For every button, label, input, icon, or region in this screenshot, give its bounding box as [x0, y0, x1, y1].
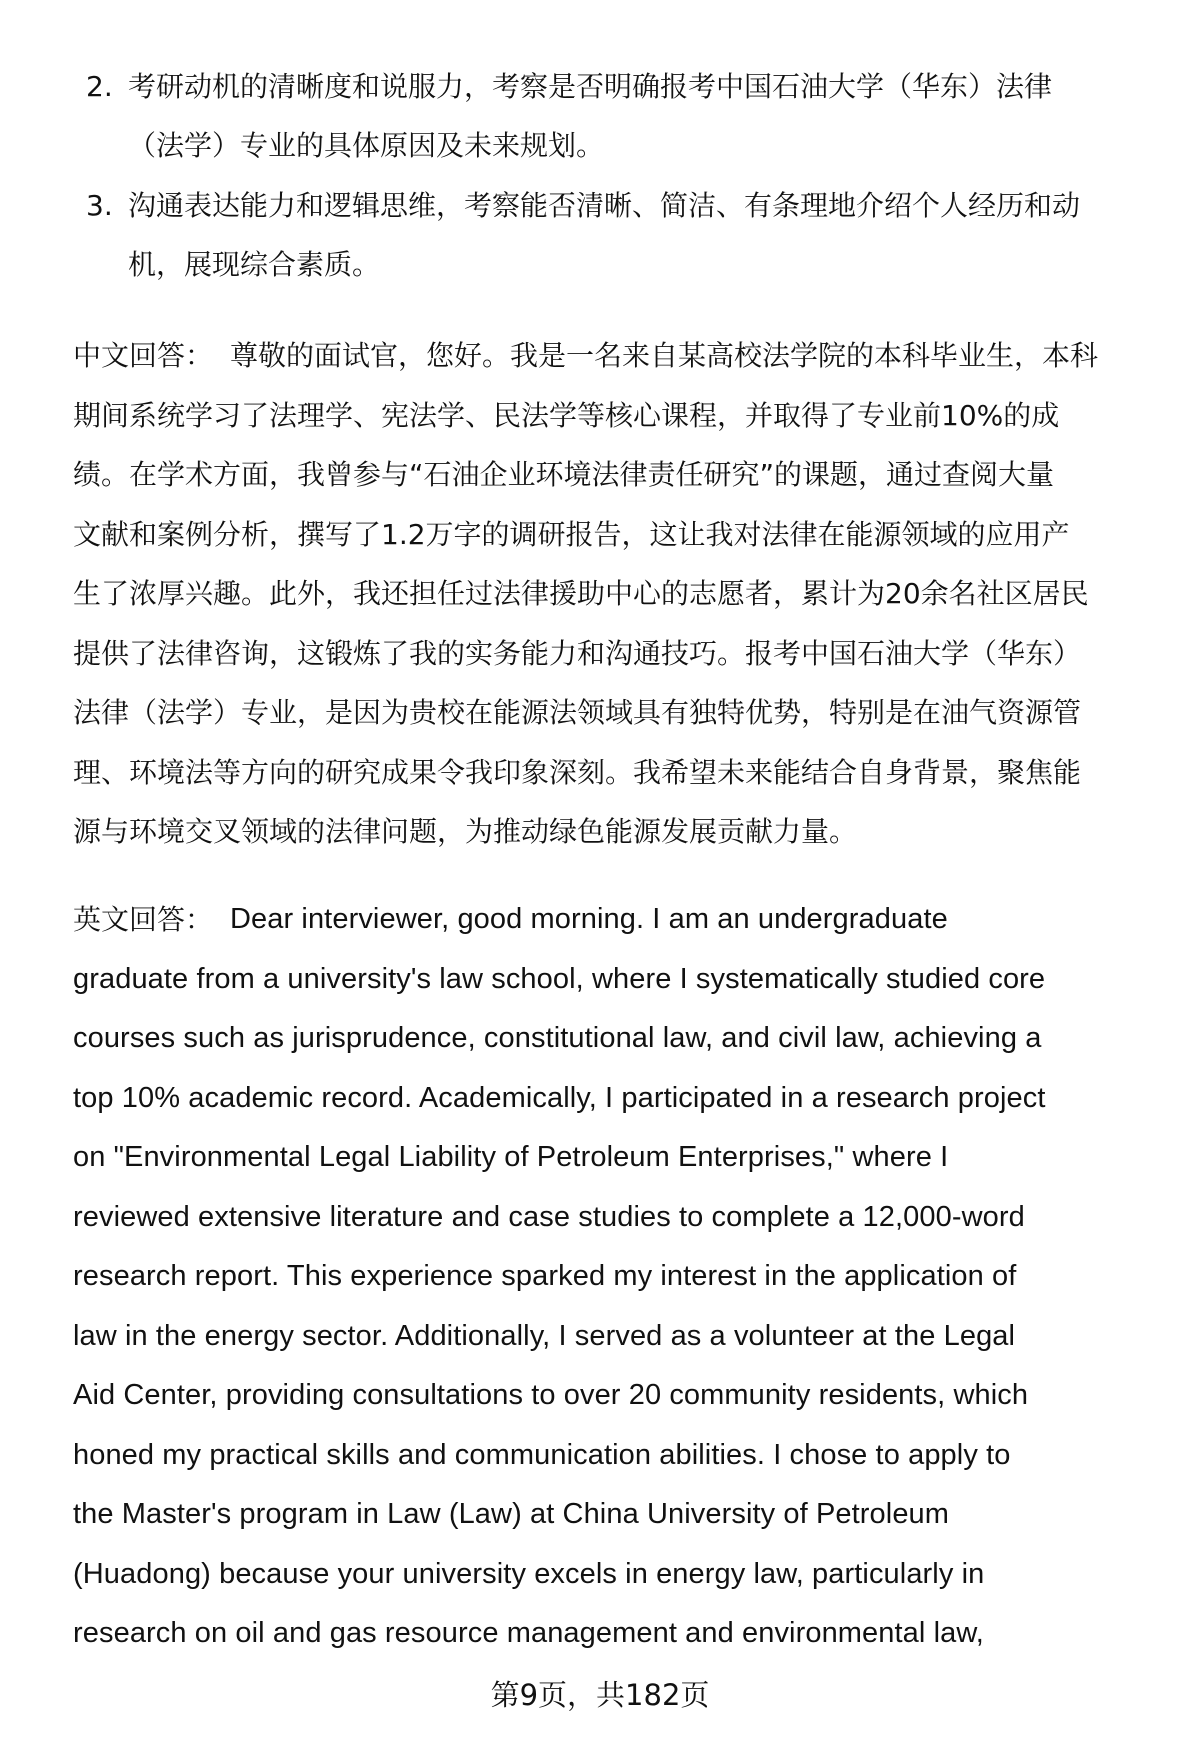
chinese-answer-line: 文献和案例分析，撰写了1.2万字的调研报告，这让我对法律在能源领域的应用产 — [73, 517, 1070, 551]
english-answer-line: research on oil and gas resource management and environmental law, — [73, 1617, 984, 1650]
chinese-answer-line: 期间系统学习了法理学、宪法学、民法学等核心课程，并取得了专业前10%的成 — [73, 398, 1060, 432]
english-answer-line: research report. This experience sparked my interest in the application of — [73, 1260, 1017, 1293]
list-item-text: 机，展现综合素质。 — [128, 248, 381, 282]
chinese-answer-line: 源与环境交叉领域的法律问题，为推动绿色能源发展贡献力量。 — [73, 815, 858, 849]
english-answer-line: the Master's program in Law (Law) at China University of Petroleum — [73, 1498, 950, 1531]
english-answer-line: top 10% academic record. Academically, I participated in a research project — [73, 1081, 1046, 1114]
list-item-text: （法学）专业的具体原因及未来规划。 — [128, 129, 605, 163]
chinese-answer-line: 提供了法律咨询，这锻炼了我的实务能力和沟通技巧。报考中国石油大学（华东） — [73, 636, 1082, 670]
english-answer-line: graduate from a university's law school, where I systematically studied core — [73, 962, 1046, 995]
list-item-text: 考研动机的清晰度和说服力，考察是否明确报考中国石油大学（华东）法律 — [128, 70, 1053, 104]
english-answer-line: courses such as jurisprudence, constitutional law, and civil law, achieving a — [73, 1022, 1042, 1055]
chinese-answer-line: 尊敬的面试官，您好。我是一名来自某高校法学院的本科毕业生，本科 — [230, 339, 1099, 373]
english-answer-line: Dear interviewer, good morning. I am an undergraduate — [230, 903, 948, 936]
english-answer-line: on "Environmental Legal Liability of Petroleum Enterprises," where I — [73, 1141, 949, 1174]
english-answer-line: honed my practical skills and communication abilities. I chose to apply to — [73, 1438, 1011, 1471]
page-number: 第9页，共182页 — [490, 1678, 710, 1712]
english-answer-label: 英文回答： — [73, 903, 214, 937]
chinese-answer-line: 生了浓厚兴趣。此外，我还担任过法律援助中心的志愿者，累计为20余名社区居民 — [73, 577, 1089, 611]
list-item-number: 2. — [86, 70, 113, 104]
list-item-number: 3. — [86, 189, 113, 223]
english-answer-line: law in the energy sector. Additionally, I served as a volunteer at the Legal — [73, 1319, 1016, 1352]
list-item-text: 沟通表达能力和逻辑思维，考察能否清晰、简洁、有条理地介绍个人经历和动 — [128, 189, 1081, 223]
chinese-answer-line: 理、环境法等方向的研究成果令我印象深刻。我希望未来能结合自身背景，聚焦能 — [73, 755, 1082, 789]
english-answer-line: Aid Center, providing consultations to over 20 community residents, which — [73, 1379, 1029, 1412]
english-answer-line: reviewed extensive literature and case studies to complete a 12,000-word — [73, 1200, 1025, 1233]
chinese-answer-line: 绩。在学术方面，我曾参与“石油企业环境法律责任研究”的课题，通过查阅大量 — [73, 458, 1055, 492]
chinese-answer-line: 法律（法学）专业，是因为贵校在能源法领域具有独特优势，特别是在油气资源管 — [73, 696, 1082, 730]
chinese-answer-label: 中文回答： — [73, 339, 214, 373]
english-answer-line: (Huadong) because your university excels in energy law, particularly in — [73, 1557, 985, 1590]
